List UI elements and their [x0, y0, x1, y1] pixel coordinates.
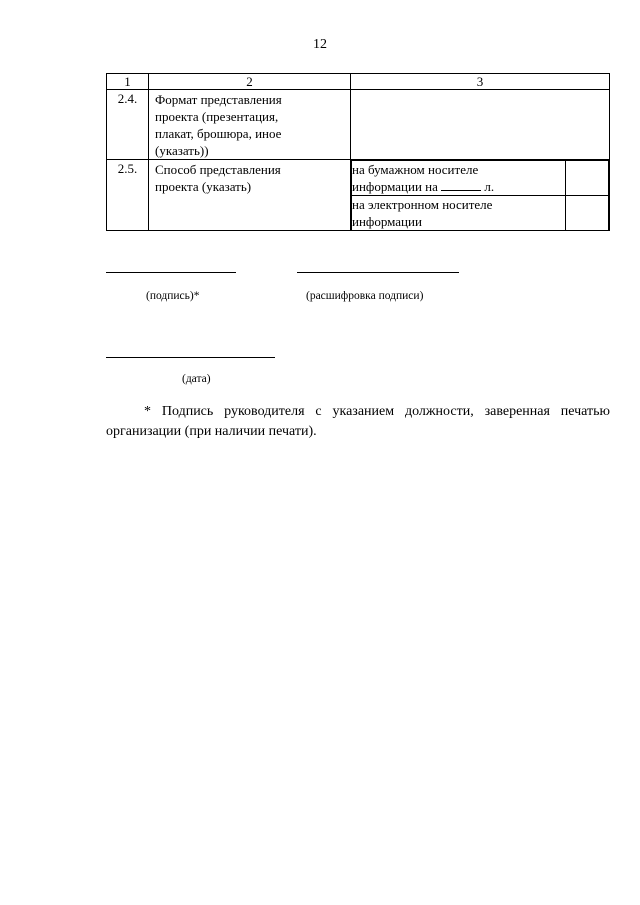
option-checkbox[interactable] — [566, 196, 609, 231]
date-caption: (дата) — [182, 373, 211, 385]
header-cell: 1 — [107, 74, 149, 90]
row-label-line: проекта (указать) — [155, 179, 252, 194]
option-text: на бумажном носителе — [352, 162, 479, 177]
answer-cell[interactable] — [351, 90, 610, 160]
option-paper — [352, 161, 566, 196]
signature-decoding-line[interactable] — [297, 272, 459, 273]
option-text: л. — [481, 179, 495, 194]
row-number: 2.5. — [107, 160, 149, 231]
row-label-line: проекта (презентация, — [155, 109, 279, 124]
signature-caption: (подпись)* — [146, 290, 200, 302]
table-row — [107, 160, 610, 231]
row-label-line: Способ представления — [155, 162, 281, 177]
footnote: * Подпись руководителя с указанием должности, заверенная печатью организации (при наличии печати). — [106, 404, 610, 439]
page-number: 12 — [313, 37, 327, 52]
table-row — [107, 90, 610, 160]
form-table — [106, 73, 610, 231]
option-row — [352, 161, 609, 196]
header-cell: 2 — [149, 74, 351, 90]
option-text-line2 — [352, 178, 565, 195]
row-number: 2.4. — [107, 90, 149, 160]
signature-line[interactable] — [106, 272, 236, 273]
date-line[interactable] — [106, 357, 275, 358]
option-text: информации — [352, 214, 422, 229]
header-cell: 3 — [351, 74, 610, 90]
table-header-row — [107, 74, 610, 90]
row-label-line: плакат, брошюра, иное — [155, 126, 282, 141]
decoding-caption: (расшифровка подписи) — [306, 290, 424, 302]
option-text: на электронном носителе — [352, 197, 493, 212]
option-checkbox[interactable] — [566, 161, 609, 196]
options-table — [351, 160, 609, 230]
options-cell — [351, 160, 610, 231]
row-label — [149, 160, 351, 231]
row-label-line: (указать)) — [155, 143, 209, 158]
option-electronic — [352, 196, 566, 231]
sheet-count-blank[interactable] — [441, 178, 481, 191]
row-label — [149, 90, 351, 160]
option-text: информации на — [352, 179, 438, 194]
row-label-line: Формат представления — [155, 92, 282, 107]
option-row — [352, 196, 609, 231]
